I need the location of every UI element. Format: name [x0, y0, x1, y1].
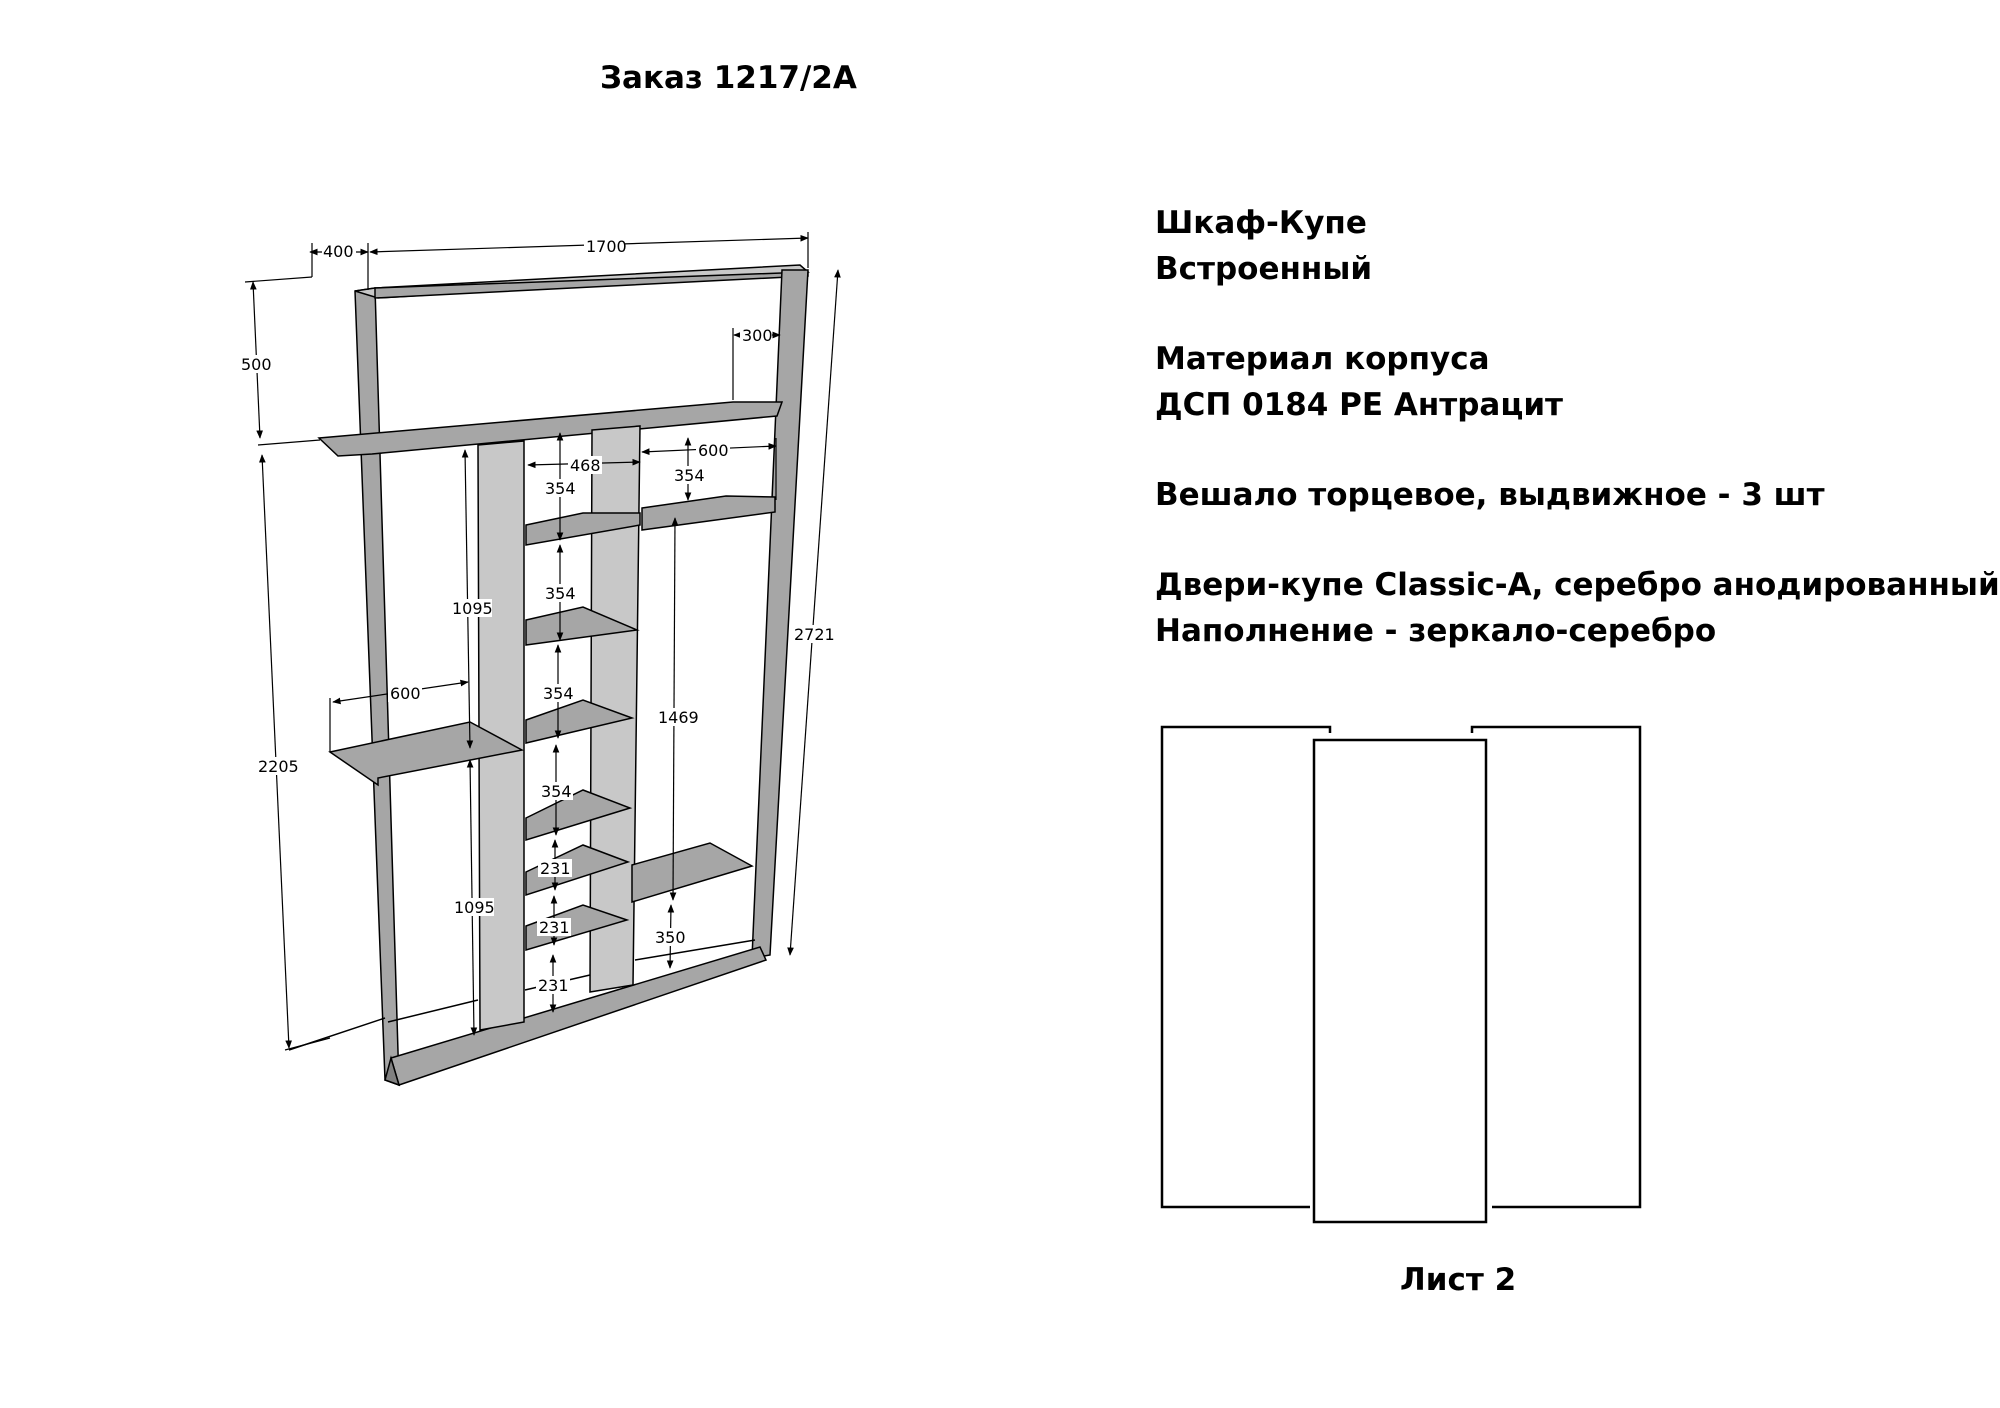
dim-right-top: 354 — [674, 466, 705, 485]
spec-mount: Встроенный — [1155, 251, 1373, 287]
sheet-number: Лист 2 — [1400, 1262, 1517, 1298]
door-middle — [1314, 740, 1486, 1222]
dim-mid-1: 354 — [545, 479, 576, 498]
right-bottom-shelf — [632, 843, 752, 902]
spec-hangers: Вешало торцевое, выдвижное - 3 шт — [1155, 477, 1825, 513]
spec-doors: Двери-купе Classic-А, серебро анодированный — [1155, 567, 2000, 603]
dim-height-body: 2205 — [258, 757, 299, 776]
wardrobe-body — [289, 265, 808, 1085]
doors-scheme — [1162, 727, 1640, 1222]
dim-top-depth: 300 — [742, 326, 773, 345]
dim-mid-7: 231 — [538, 976, 569, 995]
dim-mid-2: 354 — [545, 584, 576, 603]
dim-depth: 400 — [323, 242, 354, 261]
right-side-panel — [752, 270, 808, 958]
dim-top-height: 500 — [241, 355, 272, 374]
dim-right-hang: 1469 — [658, 708, 699, 727]
dim-left-lower: 1095 — [454, 898, 495, 917]
dim-mid-5: 231 — [540, 859, 571, 878]
right-top-shelf — [642, 496, 775, 530]
door-left — [1162, 727, 1330, 1207]
dim-height-total: 2721 — [794, 625, 835, 644]
spec-material-value: ДСП 0184 PE Антрацит — [1155, 387, 1564, 423]
dim-left-upper: 1095 — [452, 599, 493, 618]
spec-filling: Наполнение - зеркало-серебро — [1155, 613, 1717, 649]
dim-right-width: 600 — [698, 441, 729, 460]
dim-width: 1700 — [586, 237, 627, 256]
dim-middle-width: 468 — [570, 456, 601, 475]
spec-material-label: Материал корпуса — [1155, 341, 1490, 377]
bottom-panel — [391, 947, 766, 1085]
door-right — [1472, 727, 1640, 1207]
dim-right-bottom: 350 — [655, 928, 686, 947]
dim-mid-3: 354 — [543, 684, 574, 703]
dim-mid-4: 354 — [541, 782, 572, 801]
dim-mid-6: 231 — [539, 918, 570, 937]
dim-left-shelf-depth: 600 — [390, 684, 421, 703]
spec-type: Шкаф-Купе — [1155, 205, 1367, 241]
order-title: Заказ 1217/2А — [600, 60, 857, 96]
